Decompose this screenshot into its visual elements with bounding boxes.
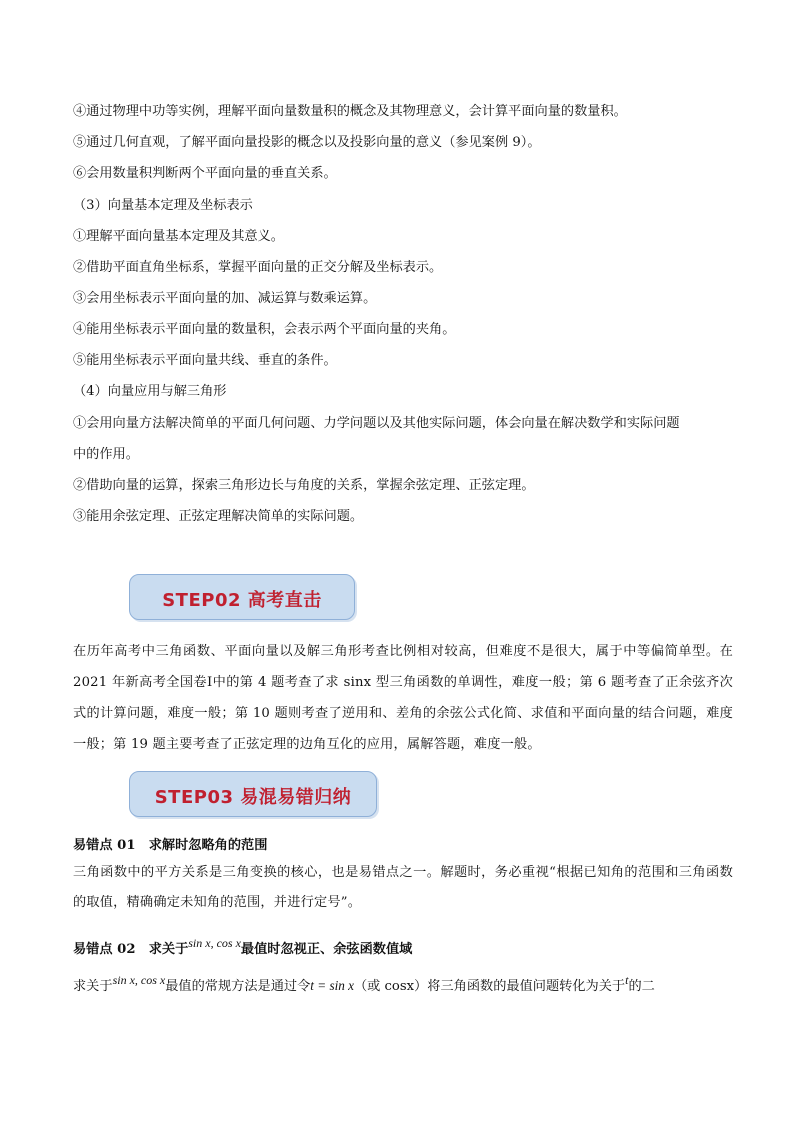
p3-text-a: 求关于	[73, 979, 113, 994]
step02-paragraph: 在历年高考中三角函数、平面向量以及解三角形考查比例相对较高，但难度不是很大，属于中等偏简单型。在 2021 年新高考全国卷Ⅰ中的第 4 题考查了求 sinx 型三角函数的单调性，难度一般；第 6 题考查了正余弦齐次式的计算问题，难度一般；第 10 题则考查了逆用和、差角的余弦公式化简、求值和平面向量的结合问题，难度一般；第 19 题主要考查了正弦定理的边角互化的应用，属解答题，难度一般。	[73, 644, 733, 752]
section-heading: （3）向量基本定理及坐标表示	[73, 198, 253, 213]
text-line: ②借助平面直角坐标系，掌握平面向量的正交分解及坐标表示。	[73, 260, 443, 275]
step02-title: STEP02 高考直击	[162, 590, 322, 611]
text-line: ②借助向量的运算，探索三角形边长与角度的关系，掌握余弦定理、正弦定理。	[73, 478, 535, 493]
step03-title: STEP03 易混易错归纳	[154, 787, 352, 808]
text-line: ⑤通过几何直观，了解平面向量投影的概念以及投影向量的意义（参见案例 9）。	[73, 135, 541, 150]
pitfall-01-paragraph: 三角函数中的平方关系是三角变换的核心，也是易错点之一。解题时，务必重视“根据已知角的范围和三角函数的取值，精确确定未知角的范围，并进行定号”。	[73, 865, 733, 910]
text-line: ③会用坐标表示平面向量的加、减运算与数乘运算。	[73, 291, 377, 306]
text-line: ④能用坐标表示平面向量的数量积，会表示两个平面向量的夹角。	[73, 322, 456, 337]
text-line: ⑤能用坐标表示平面向量共线、垂直的条件。	[73, 353, 337, 368]
text-line: ⑥会用数量积判断两个平面向量的垂直关系。	[73, 166, 337, 181]
text-line: 中的作用。	[73, 447, 139, 462]
math-sin-cos-inline: sin x, cos x	[112, 973, 166, 987]
p3-text-b: 最值的常规方法是通过令	[165, 979, 311, 994]
step02-banner	[129, 574, 355, 620]
section-heading: （4）向量应用与解三角形	[73, 384, 227, 399]
p3-text-c: （或 cosx）将三角函数的最值问题转化为关于	[353, 979, 626, 994]
pitfall-02-heading-b: 最值时忽视正、余弦函数值域	[240, 942, 413, 957]
math-t-equals-sin: t = sin x	[310, 978, 354, 993]
pitfall-02-heading-a: 易错点 02 求关于	[73, 942, 189, 957]
p3-text-d: 的二	[628, 979, 655, 994]
pitfall-02-paragraph	[73, 973, 655, 995]
pitfall-01-heading: 易错点 01 求解时忽略角的范围	[73, 838, 268, 853]
text-line: ①会用向量方法解决简单的平面几何问题、力学问题以及其他实际问题，体会向量在解决数学和实际问题	[73, 416, 680, 431]
step03-banner	[129, 771, 377, 817]
text-line: ③能用余弦定理、正弦定理解决简单的实际问题。	[73, 509, 364, 524]
math-t: t	[625, 973, 629, 987]
text-line: ①理解平面向量基本定理及其意义。	[73, 229, 284, 244]
text-line: ④通过物理中功等实例，理解平面向量数量积的概念及其物理意义，会计算平面向量的数量积。	[73, 104, 627, 119]
math-sin-cos: sin x, cos x	[188, 936, 241, 950]
pitfall-02-heading	[73, 938, 412, 957]
